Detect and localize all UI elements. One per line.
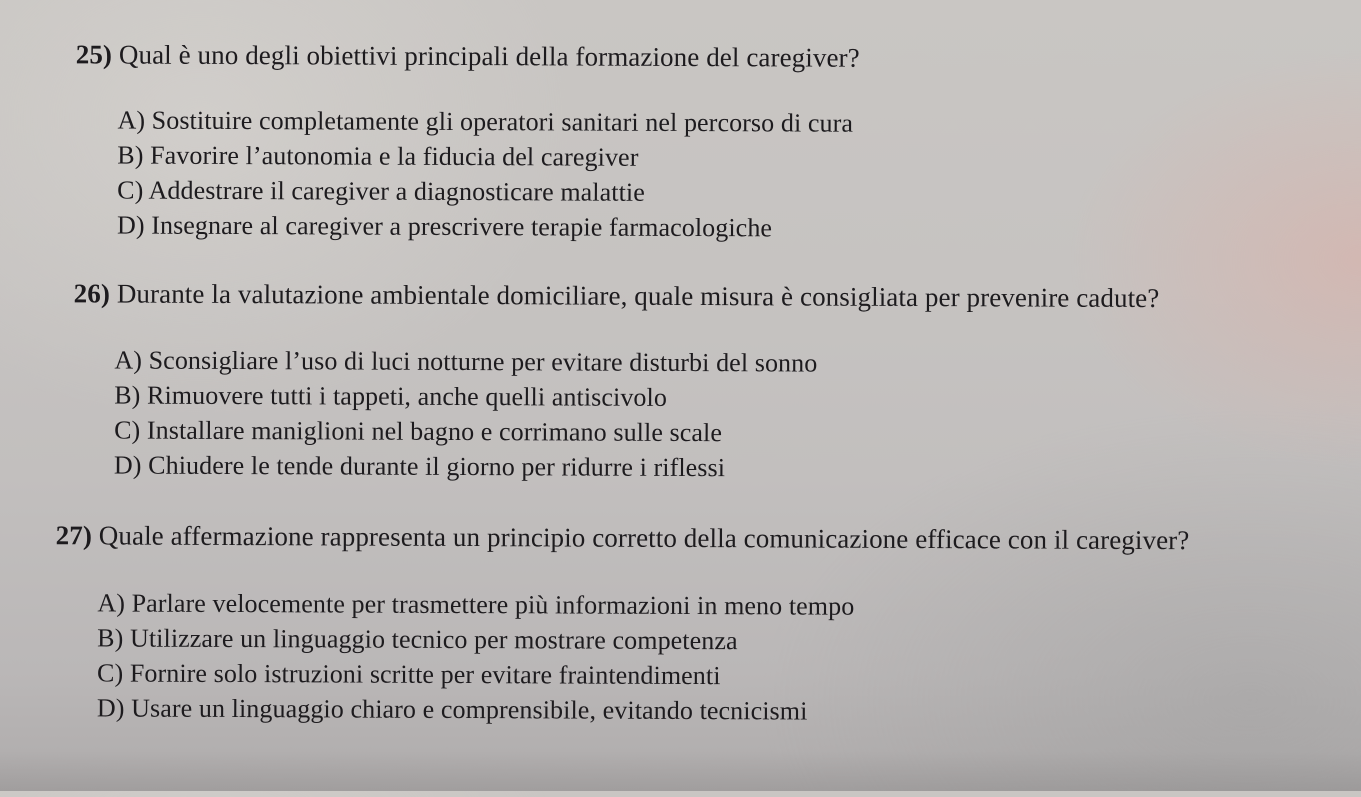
option-a: A) Sconsigliare l’uso di luci notturne per evitare disturbi del sonno [114,345,818,378]
question-25 [76,38,860,73]
option-d: D) Chiudere le tende durante il giorno per ridurre i riflessi [113,450,726,483]
option-b: B) Rimuovere tutti i tappeti, anche quelli antiscivolo [114,380,668,412]
option-b: B) Favorire l’autonomia e la fiducia del caregiver [117,140,639,172]
option-a: A) Sostituire completamente gli operatori sanitari nel percorso di cura [117,105,854,138]
question-number: 26) [73,278,111,309]
option-d: D) Usare un linguaggio chiaro e comprensibile, evitando tecnicismi [96,693,808,726]
question-number: 27) [55,520,93,551]
question-26 [74,277,1160,314]
option-b: B) Utilizzare un linguaggio tecnico per mostrare competenza [97,623,738,656]
option-c: C) Fornire solo istruzioni scritte per evitare fraintendimenti [97,658,721,691]
option-c: C) Addestrare il caregiver a diagnosticare malattie [117,175,645,207]
option-d: D) Insegnare al caregiver a prescrivere terapie farmacologiche [116,210,773,243]
question-27 [56,519,1190,556]
options-list-25 [117,103,853,246]
question-text: Durante la valutazione ambientale domiciliare, quale misura è consigliata per prevenire cadute? [116,278,1160,314]
question-text: Quale affermazione rappresenta un principio corretto della comunicazione efficace con il caregiver? [98,520,1190,556]
paper-shadow [0,751,1361,791]
options-list-27 [97,585,855,728]
options-list-26 [114,343,818,486]
question-number: 25) [75,39,113,70]
question-text: Qual è uno degli obiettivi principali della formazione del caregiver? [118,39,860,73]
option-c: C) Installare maniglioni nel bagno e corrimano sulle scale [114,415,723,448]
option-a: A) Parlare velocemente per trasmettere più informazioni in meno tempo [97,588,855,621]
